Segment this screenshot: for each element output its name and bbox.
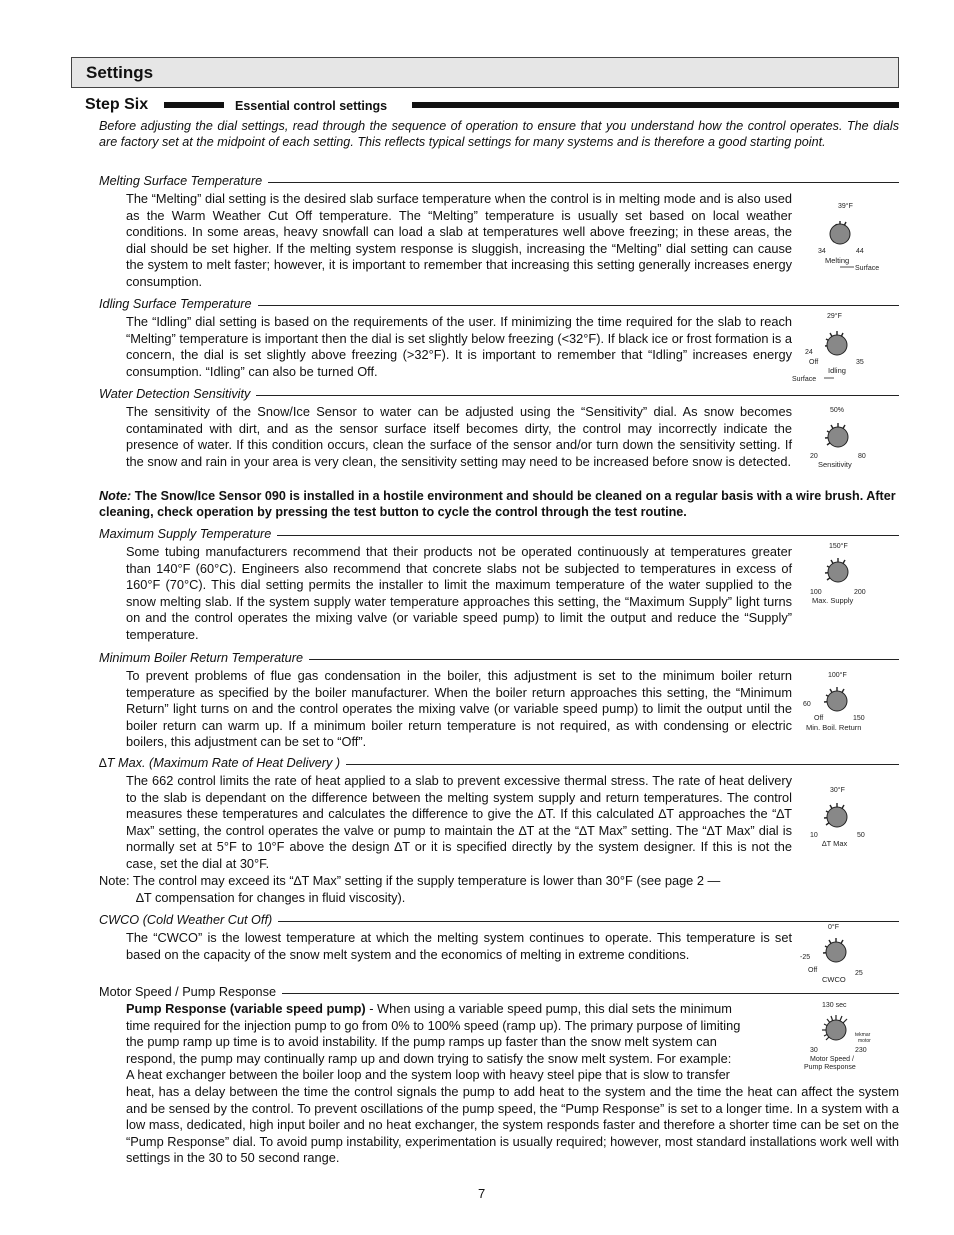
min-boiler-dial-label: Min. Boil. Return bbox=[806, 723, 862, 732]
idling-dial-min: 24 bbox=[805, 349, 813, 356]
intro-text: Before adjusting the dial settings, read through the sequence of operation to ensure that you understand how the control operates. The dials are factory set at the midpoint of each setting. This reflects typical settings for many systems and is therefore a good starting point. bbox=[99, 119, 899, 150]
idling-text: The “Idling” dial setting is based on the requirements of the user. If minimizing the time required for the slab to reach “Melting” temperature is important then the dial is set slightly below freezing (<32°F). If black ice or frost formation is a concern, the dial is set slightly above freezing (>32°F). It is important to remember that “Idling” increases energy consumption. “Idling” can also be turned Off. bbox=[126, 314, 792, 379]
delta-t-dial-max: 50 bbox=[857, 832, 865, 839]
page-number: 7 bbox=[478, 1186, 486, 1201]
cwco-text: The “CWCO” is the lowest temperature at which the melting system continues to operate. This temperature is set based on the capacity of the snow melt system and the economics of melting in extreme conditions. bbox=[126, 930, 792, 962]
sensitivity-dial-top: 50% bbox=[830, 407, 845, 414]
melting-dial bbox=[808, 198, 890, 274]
pump-dial-label2: Pump Response bbox=[804, 1064, 856, 1071]
section-title-min-boiler: Minimum Boiler Return Temperature bbox=[99, 651, 309, 665]
dial-knob bbox=[830, 224, 850, 244]
min-boiler-dial-off: Off bbox=[814, 715, 824, 722]
max-supply-dial bbox=[806, 540, 878, 610]
idling-dial-off: Off bbox=[809, 359, 819, 366]
max-supply-dial-top: 150°F bbox=[829, 543, 848, 550]
sensitivity-dial-max: 80 bbox=[858, 453, 866, 460]
section-title-idling: Idling Surface Temperature bbox=[99, 297, 258, 311]
motor-line-1: time required for the injection pump to go from 0% to 100% speed (ramp up). The primary purpose of limiting bbox=[126, 1017, 741, 1033]
section-title-cwco: CWCO (Cold Weather Cut Off) bbox=[99, 913, 278, 927]
cwco-dial bbox=[798, 920, 874, 986]
max-supply-dial-max: 200 bbox=[854, 589, 866, 596]
motor-bold-lead: Pump Response (variable speed pump) bbox=[126, 1001, 366, 1016]
sensitivity-dial bbox=[806, 404, 876, 472]
motor-text-lines bbox=[126, 1001, 792, 1084]
motor-line-0: - When using a variable speed pump, this dial sets the minimum bbox=[365, 1001, 732, 1016]
cwco-dial-min: -25 bbox=[800, 954, 811, 961]
section-title-melting: Melting Surface Temperature bbox=[99, 174, 268, 188]
min-boiler-text: To prevent problems of flue gas condensation in the boiler, this adjustment is set to the minimum boiler return temperature as specified by the boiler manufacturer. When the boiler return approaches this setting, the “Minimum Return” light turns on and the control operates the mixing valve (or variable speed pump) to limit the output until the boiler return can warm up. If a minimum boiler return temperature is not required, as with condensing or electric boilers, this adjustment can be set to “Off”. bbox=[126, 668, 792, 749]
melting-dial-label: Melting bbox=[825, 256, 850, 265]
delta-t-dial-top: 30°F bbox=[830, 787, 845, 794]
sensitivity-dial-min: 20 bbox=[810, 453, 818, 460]
pump-dial-min: 30 bbox=[810, 1047, 818, 1054]
min-boiler-dial-min: 60 bbox=[803, 701, 811, 708]
min-boiler-dial-top: 100°F bbox=[828, 672, 847, 679]
pump-dial-label: Motor Speed / bbox=[810, 1056, 854, 1063]
delta-t-note-line2: ∆T compensation for changes in fluid viscosity). bbox=[136, 889, 406, 905]
note-text: The Snow/Ice Sensor 090 is installed in a hostile environment and should be cleaned on a regular basis with a wire brush. After cleaning, check operation by pressing the test button to cycle the control through the test routine. bbox=[99, 489, 896, 520]
cwco-dial-off: Off bbox=[808, 967, 818, 974]
step-bar-right bbox=[412, 102, 899, 108]
pump-dial-side1: tekmar bbox=[855, 1032, 871, 1038]
delta-t-note bbox=[99, 873, 899, 906]
section-title-delta-t: ∆T Max. (Maximum Rate of Heat Delivery ) bbox=[99, 756, 346, 770]
idling-dial-label: Idling bbox=[828, 366, 846, 375]
cwco-dial-label: CWCO bbox=[822, 975, 846, 984]
cwco-dial-max: 25 bbox=[855, 970, 863, 977]
melting-text: The “Melting” dial setting is the desired slab surface temperature when the control is in melting mode and is also used as the Warm Weather Cut Off temperature. The “Melting” temperature is usually set based on local weather conditions. In some areas, heavy snowfall can load a slab at temperatures well above freezing; in these areas, the dial should be set higher. If the melting system response is sluggish, increasing the “Melting” dial setting can cause the system to melt faster; however, it is important to remember that increasing this setting generally increases energy consumption. bbox=[126, 191, 792, 289]
max-supply-dial-min: 100 bbox=[810, 589, 822, 596]
delta-t-note-line1: Note: The control may exceed its “∆T Max” setting if the supply temperature is lower than 30°F (see page 2 — bbox=[99, 873, 721, 888]
section-title-motor: Motor Speed / Pump Response bbox=[99, 985, 282, 999]
melting-dial-label2: Surface bbox=[855, 265, 880, 272]
min-boiler-dial bbox=[800, 668, 880, 736]
section-title-max-supply: Maximum Supply Temperature bbox=[99, 527, 277, 541]
max-supply-dial-label: Max. Supply bbox=[812, 596, 854, 605]
section-title-water: Water Detection Sensitivity bbox=[99, 387, 256, 401]
idling-dial-max: 35 bbox=[856, 359, 864, 366]
idling-dial-top: 29°F bbox=[827, 313, 842, 320]
sensitivity-dial-label: Sensitivity bbox=[818, 460, 852, 469]
idling-dial bbox=[790, 310, 880, 386]
melting-dial-min: 34 bbox=[818, 248, 826, 255]
step-bar-left bbox=[164, 102, 224, 108]
motor-text-rest: heat, has a delay between the time the control signals the pump to add heat to the system and the time the heat can affect the system and be sensed by the control. To prevent oscillations of the pump speed, the “Pump Response” is set to a longer time. In a system with a low mass, dedicated, high input boiler and no heat exchanger, the system responds faster and therefore a shorter time can be set on the “Pump Response” dial. To avoid pump instability, experimentation is usually required; however, most standard installations work well with settings in the 30 to 50 second range. bbox=[126, 1084, 899, 1165]
pump-dial-max: 230 bbox=[855, 1047, 867, 1054]
pump-response-dial bbox=[800, 998, 882, 1078]
motor-line-4: A heat exchanger between the boiler loop and the system loop with heavy steel pipe that is slow to transfer bbox=[126, 1067, 730, 1082]
motor-line-2: the pump ramp up time is to avoid instability. If the pump ramps up faster than the snow melt system can bbox=[126, 1034, 717, 1049]
step-subtitle: Essential control settings bbox=[235, 99, 388, 113]
idling-dial-label2: Surface bbox=[792, 376, 817, 383]
step-label: Step Six bbox=[85, 96, 149, 113]
delta-t-dial-min: 10 bbox=[810, 832, 818, 839]
melting-dial-top: 39°F bbox=[838, 203, 853, 210]
page-title: Settings bbox=[86, 63, 154, 82]
melting-dial-max: 44 bbox=[856, 248, 864, 255]
motor-line-3: respond, the pump may continually ramp up and down trying to satisfy the snow melt system. For example: bbox=[126, 1050, 732, 1066]
min-boiler-dial-max: 150 bbox=[853, 715, 865, 722]
section-header bbox=[71, 57, 899, 88]
max-supply-text: Some tubing manufacturers recommend that their products not be operated continuously at temperatures greater than 140°F (60°C). Engineers also recommend that concrete slabs not be subjected to temperatures in excess of 160°F (70°C). This dial setting permits the installer to limit the maximum temperature of the water supplied to the snow melting slab. If the system supply water temperature approaches this setting, the “Maximum Supply” light turns on and the control operates the mixing valve (or variable speed pump) to limit the output and reduce the “Supply” temperature. bbox=[126, 544, 792, 642]
delta-t-dial bbox=[806, 782, 872, 850]
delta-t-text: The 662 control limits the rate of heat applied to a slab to prevent excessive thermal stress. The rate of heat delivery to the slab is dependant on the difference between the melting system supply and return temperatures. The control measures these temperatures and calculates the difference to give the ∆T. If this calculated ∆T approaches the “∆T Max” setting, the control operates the valve or pump to maintain the ∆T at the “∆T Max” setting. The “∆T Max” dial is normally set at 5°F to 10°F above the design ∆T or it is specified directly by the system designer. If this is not the case, set the dial at 30°F. bbox=[126, 773, 792, 871]
note-label: Note: bbox=[99, 489, 132, 503]
pump-dial-side2: motor bbox=[858, 1038, 871, 1044]
water-text: The sensitivity of the Snow/Ice Sensor to water can be adjusted using the “Sensitivity” dial. As snow becomes contaminated with dirt, and as the sensor surface itself becomes dirty, the control may incorrectly indicate the presence of water. If this condition occurs, clean the surface of the sensor and/or turn down the sensitivity setting. If the snow and rain in your area is very clean, the sensitivity setting may need to be increased before snow is detected. bbox=[126, 404, 792, 469]
pump-dial-top: 130 sec bbox=[822, 1002, 847, 1009]
cwco-dial-top: 0°F bbox=[828, 924, 839, 931]
sensor-note bbox=[99, 488, 899, 521]
delta-t-dial-label: ∆T Max bbox=[822, 839, 848, 848]
